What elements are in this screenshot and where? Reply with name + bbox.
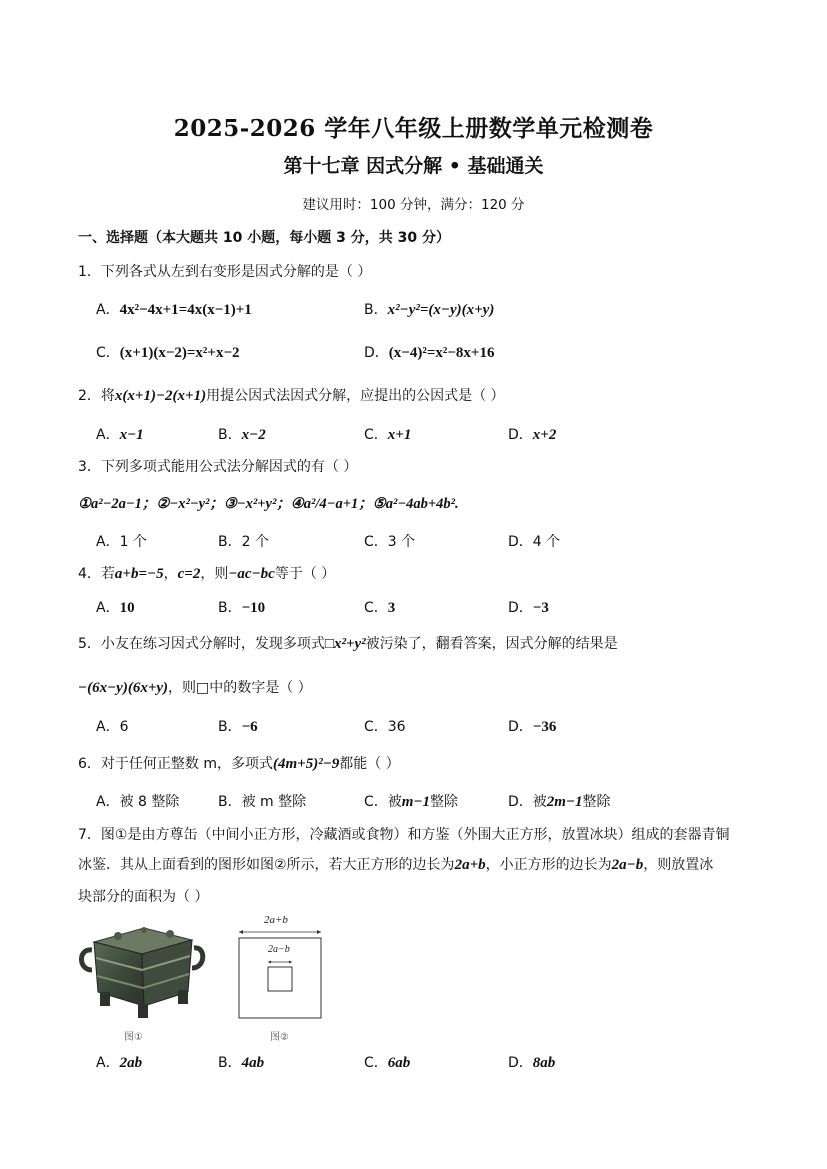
question-3-stem: 3．下列多项式能用公式法分解因式的有（ ） [78, 459, 358, 475]
q1-option-c[interactable]: C．(x+1)(x−2)=x²+x−2 [96, 345, 240, 361]
q4-option-a[interactable]: A．10 [96, 600, 135, 616]
q5-option-a[interactable]: A．6 [96, 719, 129, 735]
question-7-line2: 冰鉴．其从上面看到的图形如图②所示，若大正方形的边长为2a+b，小正方形的边长为2a−b，则放置冰 [78, 857, 714, 873]
q3-option-c[interactable]: C．3 个 [364, 534, 416, 550]
square-diagram [232, 920, 328, 1030]
figure-2-outer-label: 2a+b [264, 914, 288, 926]
q6-option-b[interactable]: B．被 m 整除 [218, 794, 307, 810]
q1-option-a[interactable]: A．4x²−4x+1=4x(x−1)+1 [96, 302, 252, 318]
q5-option-b[interactable]: B．−6 [218, 719, 258, 735]
q6-option-c[interactable]: C．被m−1整除 [364, 794, 459, 810]
question-5-stem: 5．小友在练习因式分解时，发现多项式□x²+y²被污染了，翻看答案，因式分解的结果是 [78, 636, 618, 652]
q7-option-d[interactable]: D．8ab [508, 1055, 556, 1071]
exam-info: 建议用时：100 分钟，满分：120 分 [302, 197, 525, 213]
figure-2-squares-diagram [232, 914, 328, 1044]
page-title: 2025-2026 学年八年级上册数学单元检测卷 [173, 115, 654, 142]
question-7-line3: 块部分的面积为（ ） [78, 889, 209, 905]
q2-option-a[interactable]: A．x−1 [96, 427, 144, 443]
q2-option-d[interactable]: D．x+2 [508, 427, 557, 443]
question-6-stem: 6．对于任何正整数 m，多项式(4m+5)²−9都能（ ） [78, 756, 400, 772]
q4-option-c[interactable]: C．3 [364, 600, 396, 616]
question-3-items: ①a²−2a−1；②−x²−y²；③−x²+y²；④a²/4−a+1；⑤a²−4ab+4b². [78, 496, 459, 512]
figure-1-caption: 图① [124, 1032, 143, 1043]
q5-option-c[interactable]: C．36 [364, 719, 406, 735]
q3-option-a[interactable]: A．1 个 [96, 534, 147, 550]
q2-option-c[interactable]: C．x+1 [364, 427, 412, 443]
question-5-stem-line2: −(6x−y)(6x+y)，则□中的数字是（ ） [78, 680, 312, 696]
q4-option-d[interactable]: D．−3 [508, 600, 549, 616]
figure-2-caption: 图② [270, 1032, 289, 1043]
q2-option-b[interactable]: B．x−2 [218, 427, 266, 443]
q5-option-d[interactable]: D．−36 [508, 719, 557, 735]
question-7-line1: 7．图①是由方尊缶（中间小正方形，冷藏酒或食物）和方鉴（外围大正方形，放置冰块）组成的套器青铜 [78, 827, 730, 843]
figure-1-bronze-vessel [74, 920, 208, 1046]
q3-option-d[interactable]: D．4 个 [508, 534, 561, 550]
q7-option-c[interactable]: C．6ab [364, 1055, 411, 1071]
page-subtitle: 第十七章 因式分解 • 基础通关 [283, 155, 544, 177]
q1-option-b[interactable]: B．x²−y²=(x−y)(x+y) [364, 302, 495, 318]
question-2-stem: 2．将x(x+1)−2(x+1)用提公因式法因式分解，应提出的公因式是（ ） [78, 388, 505, 404]
q6-option-d[interactable]: D．被2m−1整除 [508, 794, 611, 810]
q6-option-a[interactable]: A．被 8 整除 [96, 794, 180, 810]
bronze-vessel-image [74, 920, 208, 1026]
question-4-stem: 4．若a+b=−5，c=2，则−ac−bc等于（ ） [78, 566, 336, 582]
q4-option-b[interactable]: B．−10 [218, 600, 266, 616]
question-1-stem: 1．下列各式从左到右变形是因式分解的是（ ） [78, 264, 372, 280]
q7-option-b[interactable]: B．4ab [218, 1055, 265, 1071]
section-heading: 一、选择题（本大题共 10 小题，每小题 3 分，共 30 分） [78, 230, 450, 246]
figure-2-inner-label: 2a−b [268, 944, 290, 955]
q7-option-a[interactable]: A．2ab [96, 1055, 143, 1071]
q1-option-d[interactable]: D．(x−4)²=x²−8x+16 [364, 345, 495, 361]
q3-option-b[interactable]: B．2 个 [218, 534, 269, 550]
